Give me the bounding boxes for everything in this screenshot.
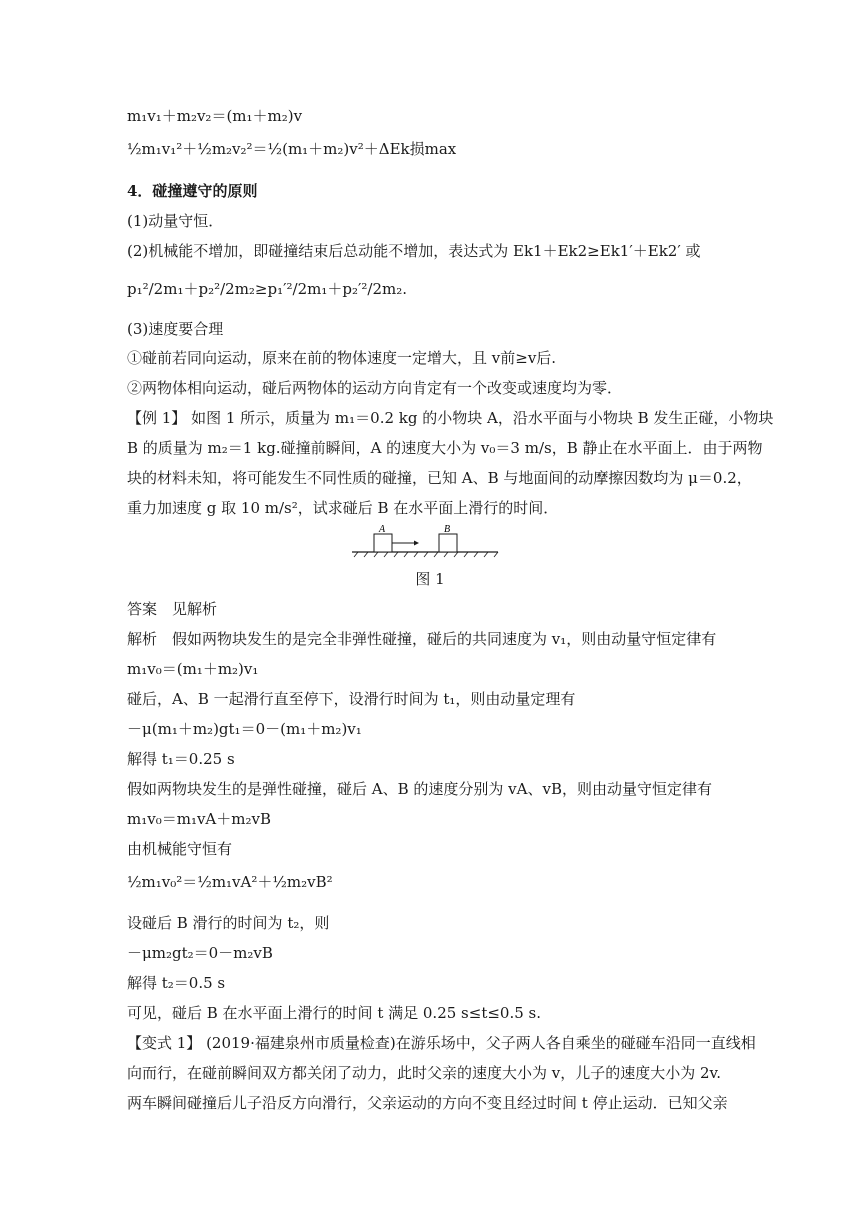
analysis-line-10: 设碰后 B 滑行的时间为 t₂，则	[127, 914, 330, 932]
section-heading: 4．碰撞遵守的原则	[127, 182, 258, 200]
principle-3: (3)速度要合理	[127, 320, 224, 338]
block-a-label: A	[379, 524, 386, 535]
block-b-label: B	[444, 524, 451, 535]
analysis-line-12: 解得 t₂＝0.5 s	[127, 974, 226, 992]
example-line-3: 块的材料未知，将可能发生不同性质的碰撞，已知 A、B 与地面间的动摩擦因数均为 μ＝0.2，	[127, 469, 752, 487]
variant-line-3: 两车瞬间碰撞后儿子沿反方向滑行，父亲运动的方向不变且经过时间 t 停止运动．已知父亲	[127, 1094, 728, 1112]
variant-line-2: 向而行，在碰前瞬间双方都关闭了动力，此时父亲的速度大小为 v，儿子的速度大小为 2v.	[127, 1064, 722, 1082]
analysis-line-8: 由机械能守恒有	[127, 840, 233, 858]
answer-line: 答案 见解析	[127, 600, 218, 618]
figure-blocks	[350, 524, 500, 558]
analysis-line-7: m₁v₀＝m₁vA＋m₂vB	[127, 810, 272, 828]
arrow-head-icon	[414, 541, 419, 546]
variant-line-1: 【变式 1】 (2019·福建泉州市质量检查)在游乐场中，父子两人各自乘坐的碰碰车沿同一直线相	[127, 1034, 756, 1052]
analysis-line-6: 假如两物块发生的是弹性碰撞，碰后 A、B 的速度分别为 vA、vB，则由动量守恒定律有	[127, 780, 712, 798]
block-a	[374, 534, 392, 552]
analysis-line-13: 可见，碰后 B 在水平面上滑行的时间 t 满足 0.25 s≤t≤0.5 s.	[127, 1004, 542, 1022]
analysis-line-3: 碰后，A、B 一起滑行直至停下，设滑行时间为 t₁，则由动量定理有	[127, 690, 576, 708]
example-line-1: 【例 1】 如图 1 所示，质量为 m₁＝0.2 kg 的小物块 A，沿水平面与小物块 B 发生正碰，小物块	[127, 409, 774, 427]
analysis-line-2: m₁v₀＝(m₁＋m₂)v₁	[127, 660, 259, 678]
analysis-line-9: ½m₁v₀²＝½m₁vA²＋½m₂vB²	[127, 873, 333, 891]
analysis-line-4: －μ(m₁＋m₂)gt₁＝0－(m₁＋m₂)v₁	[127, 720, 362, 738]
analysis-line-11: －μm₂gt₂＝0－m₂vB	[127, 944, 273, 962]
equation-energy: ½m₁v₁²＋½m₂v₂²＝½(m₁＋m₂)v²＋ΔEk损max	[127, 140, 457, 158]
ground-hatch	[354, 552, 498, 557]
energy-inequality: p₁²/2m₁＋p₂²/2m₂≥p₁′²/2m₁＋p₂′²/2m₂.	[127, 280, 407, 298]
analysis-line-5: 解得 t₁＝0.25 s	[127, 750, 235, 768]
figure-caption: 图 1	[415, 570, 445, 588]
equation-momentum: m₁v₁＋m₂v₂＝(m₁＋m₂)v	[127, 107, 303, 125]
principle-2: (2)机械能不增加，即碰撞结束后总动能不增加，表达式为 Ek1＋Ek2≥Ek1′＋Ek2′ 或	[127, 242, 701, 260]
analysis-line-1: 解析 假如两物块发生的是完全非弹性碰撞，碰后的共同速度为 v₁，则由动量守恒定律有	[127, 630, 717, 648]
rule-opposite-direction: ②两物体相向运动，碰后两物体的运动方向肯定有一个改变或速度均为零．	[127, 379, 623, 397]
example-line-2: B 的质量为 m₂＝1 kg.碰撞前瞬间，A 的速度大小为 v₀＝3 m/s，B 静止在水平面上．由于两物	[127, 439, 763, 457]
example-line-4: 重力加速度 g 取 10 m/s²，试求碰后 B 在水平面上滑行的时间．	[127, 499, 559, 517]
principle-1: (1)动量守恒．	[127, 212, 224, 230]
rule-same-direction: ①碰前若同向运动，原来在前的物体速度一定增大，且 v前≥v后.	[127, 349, 557, 367]
block-b	[439, 534, 457, 552]
